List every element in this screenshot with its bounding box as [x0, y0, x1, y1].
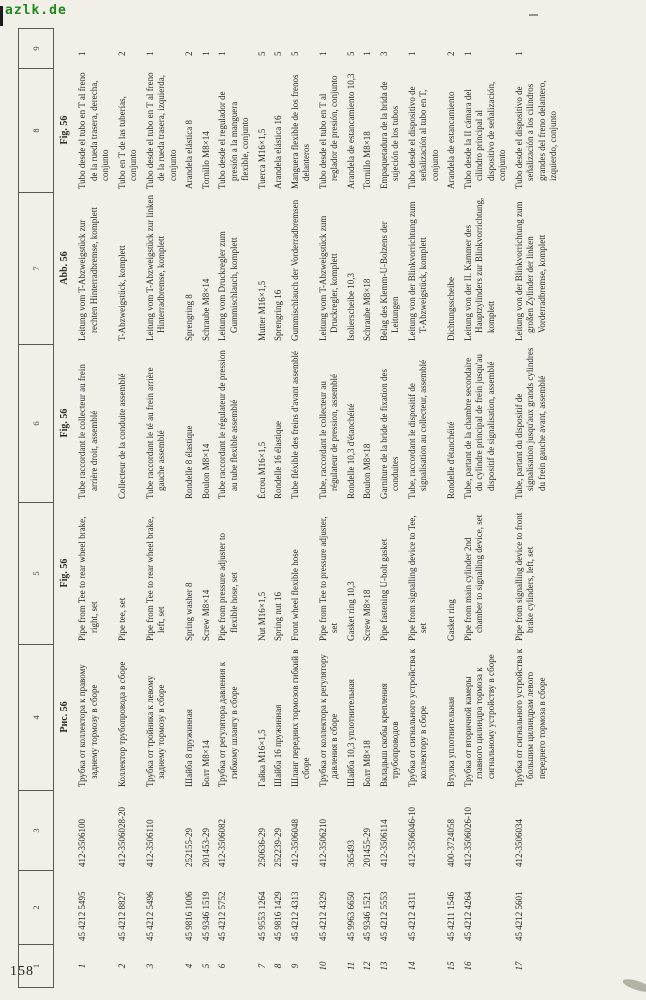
cell-desc-russian: Трубка от коллектора к правому заднему тормозу в сборе — [77, 664, 99, 787]
cell-desc-german: Schraube M8×18 — [362, 278, 372, 341]
cell-catalog-number: 45 9553 1264 — [256, 891, 267, 941]
cell-desc-russian: Шайба 10,3 уплотнительная — [345, 679, 356, 787]
cell-part-number: 412-3506034 — [513, 819, 524, 867]
column-number: 2 — [19, 870, 53, 944]
cell-desc-english: Pipe from Tee to pressure adjuster, set — [317, 516, 339, 641]
cell-catalog-number: 45 9816 1429 — [273, 891, 283, 941]
cell-quantity: 1 — [317, 51, 328, 56]
cell-desc-english: Nut M16×1,5 — [256, 591, 267, 641]
cell-catalog-number: 45 4211 1546 — [446, 891, 456, 941]
cell-catalog-number: 45 4212 4313 — [289, 891, 300, 941]
cell-part-number: 252239-29 — [273, 828, 283, 867]
cell-desc-russian: Болт М8×18 — [362, 740, 372, 787]
table-row — [184, 28, 196, 988]
cell-desc-spanish: Tubo desde la II cámara del cilindro principal al dispositivo de señalización, conjunto — [462, 81, 507, 189]
cell-desc-russian: Шайба 16 пружинная — [273, 704, 283, 787]
cell-desc-english: Screw M8×18 — [362, 589, 372, 641]
cell-item-no: 13 — [378, 961, 389, 971]
cell-desc-english: Pipe from Tee to rear wheel brake, left, set — [144, 516, 166, 641]
rotated-parts-table — [18, 28, 624, 988]
cell-desc-german: Dichtungsscheibe — [446, 277, 456, 341]
cell-desc-spanish: Tubo desde el regulador de presión a la manguera flexible, conjunto — [217, 91, 250, 189]
cell-catalog-number: 45 4212 4311 — [406, 891, 417, 941]
cell-desc-spanish: Tuerca M16×1,5 — [256, 128, 267, 189]
cell-desc-spanish: Tornillo M8×14 — [200, 131, 211, 189]
cell-part-number: 252155-29 — [184, 828, 194, 867]
cell-item-no: 16 — [462, 961, 473, 971]
cell-desc-french: Rondelle 8 élastique — [184, 425, 194, 499]
cell-item-no: 7 — [256, 963, 267, 969]
cell-desc-russian: Гайка М16×1,5 — [256, 729, 267, 787]
cell-item-no: 4 — [184, 963, 194, 969]
cell-item-no: 8 — [273, 963, 283, 969]
cell-desc-spanish: Tubo desde el dispositivo de señalización al tubo en T, conjunto — [406, 86, 440, 189]
cell-catalog-number: 45 4212 5496 — [144, 891, 155, 941]
cell-desc-russian: Коллектор трубопровода в сборе — [116, 661, 127, 787]
cell-catalog-number: 45 4212 8827 — [116, 891, 127, 941]
cell-desc-german: Sprengring 16 — [273, 289, 283, 341]
cell-desc-russian: Втулка уплотнительная — [446, 696, 456, 787]
cell-item-no: 6 — [217, 963, 227, 969]
cell-catalog-number: 45 9963 6650 — [345, 891, 356, 941]
cell-catalog-number: 45 4212 4329 — [317, 891, 328, 941]
cell-quantity: 1 — [406, 51, 417, 56]
table-row — [257, 28, 269, 988]
cell-desc-french: Tube, partant du dispositif de signalisation jusqu'aux grands cylindres du frein gauche avant, assemblé — [513, 347, 547, 499]
cell-desc-french: Rondelle 10,3 d'étanchéité — [345, 403, 356, 499]
cell-item-no: 1 — [77, 963, 87, 969]
cell-desc-spanish: Empaquetadura de la brida de sujeción de los tubos — [378, 81, 400, 189]
cell-item-no: 10 — [317, 961, 328, 971]
cell-part-number: 412-3506110 — [144, 819, 155, 867]
cell-part-number: 250636-29 — [256, 828, 267, 867]
cell-quantity: 5 — [256, 51, 267, 56]
cell-desc-russian: Трубка от сигнального устройства к большим цилиндрам левого переднего тормоза в сборе — [513, 648, 547, 787]
cell-desc-german: Leitung vom T-Abzweigstück zur rechten Hinterradbremse, komplett — [77, 207, 99, 341]
table-row — [318, 28, 341, 988]
cell-desc-russian: Шайба 8 пружинная — [184, 709, 194, 787]
table-row — [217, 28, 252, 988]
cell-quantity: 3 — [378, 51, 389, 56]
cell-quantity: 1 — [77, 51, 87, 56]
scan-artifact — [621, 977, 646, 995]
cell-desc-spanish: Manguera flexible de los frenos delanteros — [289, 74, 311, 189]
cell-catalog-number: 45 4212 5752 — [217, 891, 227, 941]
cell-desc-spanish: Tubo desde el tubo en T al freno de la rueda trasera, izquierda, conjunto — [144, 72, 178, 189]
cell-desc-russian: Болт М8×14 — [200, 740, 211, 787]
figure-label-fr: Fig. 56 — [59, 408, 70, 438]
cell-desc-french: Écrou M16×1,5 — [256, 441, 267, 499]
cell-desc-english: Gasket ring 10,3 — [345, 581, 356, 641]
cell-desc-german: Gummischlauch der Vorderradbremsen — [289, 199, 300, 341]
cell-quantity: 5 — [273, 51, 283, 56]
cell-quantity: 1 — [217, 51, 227, 56]
cell-part-number: 412-3506026-10 — [462, 807, 473, 867]
table-row — [514, 28, 560, 988]
cell-desc-french: Rondelle d'étanchéité — [446, 421, 456, 499]
figure-label-es: Fig. 56 — [59, 115, 70, 145]
cell-part-number: 201453-29 — [200, 828, 211, 867]
cell-desc-german: Mutter M16×1,5 — [256, 280, 267, 341]
cell-item-no: 17 — [513, 961, 524, 971]
cell-desc-russian: Трубка от регулятора давления к гибкому шлангу в сборе — [217, 661, 239, 787]
cell-item-no: 2 — [116, 963, 127, 969]
cell-desc-english: Pipe from pressure adjuster to flexible hose, set — [217, 533, 239, 641]
figure-header-row — [59, 28, 70, 988]
cell-desc-german: Leitung vom T-Abzweigstück zum Druckregler, komplett — [317, 215, 339, 341]
cell-desc-german: Leitung vom Druckregler zum Gummischlauch, komplett — [217, 231, 239, 341]
cell-item-no: 5 — [200, 963, 211, 969]
cell-quantity: 1 — [362, 51, 372, 56]
cell-desc-german: Leitung vom T-Abzweigstück zur linken Hinterradbremse, komplett — [144, 195, 166, 341]
column-number: 4 — [19, 644, 53, 790]
column-number: 6 — [19, 344, 53, 502]
cell-desc-german: Isolierscheibe 10,3 — [345, 273, 356, 341]
cell-desc-spanish: Tornillo M8×18 — [362, 131, 372, 189]
cell-part-number: 400-3724058 — [446, 819, 456, 867]
cell-quantity: 2 — [184, 51, 194, 56]
cell-desc-french: Tube, partant de la chambre secondaire du cylindre principal de frein jusqu'au dispositif de signalisation, assemblé — [462, 354, 496, 499]
figure-label-de: Abb. 56 — [59, 251, 70, 285]
cell-desc-russian: Трубка от тройника к левому заднему тормозу в сборе — [144, 675, 166, 787]
cell-part-number: 412-3506048 — [289, 819, 300, 867]
cell-part-number: 412-3506100 — [77, 819, 87, 867]
cell-desc-german: Schraube M8×14 — [200, 278, 211, 341]
cell-desc-german: Leitung von der Blinkvorrichtung zum T-Abzweigstück, komplett — [406, 201, 428, 341]
cell-desc-french: Tube raccordant le té au frein arrière gauche assemblé — [144, 367, 166, 499]
cell-desc-french: Rondelle 16 élastique — [273, 421, 283, 499]
cell-desc-french: Tube, raccordant le collecteur au régulateur de pression, assemblé — [317, 374, 339, 499]
cell-item-no: 3 — [144, 963, 155, 969]
cell-part-number: 412-3506210 — [317, 819, 328, 867]
table-row — [273, 28, 285, 988]
table-row — [290, 28, 313, 988]
table-row — [201, 28, 213, 988]
cell-catalog-number: 45 4212 5601 — [513, 891, 524, 941]
cell-desc-english: Gasket ring — [446, 599, 456, 641]
cell-catalog-number: 45 9346 1521 — [362, 891, 372, 941]
cell-desc-english: Front wheel flexible hose — [289, 549, 300, 641]
cell-part-number: 365493 — [345, 840, 356, 867]
cell-quantity: 5 — [289, 51, 300, 56]
cell-desc-spanish: Tubo desde el tubo en T al freno de la rueda trasera, derecha, conjunto — [77, 72, 110, 189]
cell-desc-french: Tube raccordant le collecteur au frein arrière droit, assemblé — [77, 364, 99, 499]
cell-desc-english: Spring washer 8 — [184, 582, 194, 641]
parts-rows — [77, 28, 560, 988]
table-row — [463, 28, 509, 988]
cell-desc-english: Screw M8×14 — [200, 589, 211, 641]
cell-desc-english: Pipe from signalling device to front brake cylinders, left, set — [513, 512, 535, 641]
cell-part-number: 201455-29 — [362, 828, 372, 867]
table-row — [145, 28, 180, 988]
cell-item-no: 15 — [446, 961, 456, 971]
cell-desc-spanish: Arandela de estancamiento 10,3 — [345, 73, 356, 189]
table-row — [362, 28, 374, 988]
cell-desc-german: Leitung von der II. Kammer des Hauptzylinders zur Blinkvorrichtung, komplett — [462, 197, 496, 341]
table-row — [117, 28, 140, 988]
figure-label-ru: Рис. 56 — [59, 701, 70, 733]
cell-quantity: 5 — [345, 51, 356, 56]
cell-desc-german: Sprengring 8 — [184, 294, 194, 341]
watermark-text: azlk.de — [5, 3, 67, 18]
table-row — [407, 28, 442, 988]
cell-desc-german: Leitung von der Blinkvorrichtung zum großen Zylinder der linken Vorderradbremse, komplett — [513, 201, 547, 341]
cell-quantity: 1 — [513, 51, 524, 56]
cell-desc-english: Pipe from main cylinder 2nd chamber to signalling device, set — [462, 514, 484, 641]
cell-desc-russian: Трубка от коллектора к регулятору давления в сборе — [317, 654, 339, 787]
cell-desc-spanish: Tubo desde el dispositivo de señalización a los cilindros grandes del freno delantero, izquierdo, conjunto — [513, 80, 558, 189]
column-number: 3 — [19, 790, 53, 870]
cell-desc-spanish: Arandela de estancamiento — [446, 91, 456, 189]
scan-artifact — [0, 6, 3, 26]
cell-part-number: 412-3506046-10 — [406, 807, 417, 867]
cell-item-no: 11 — [345, 961, 356, 971]
cell-catalog-number: 45 9816 1006 — [184, 891, 194, 941]
cell-part-number: 412-3506028-20 — [116, 807, 127, 867]
cell-desc-russian: Трубка от вторичной камеры главного цилиндра тормоза к сигнальному устройству в сборе — [462, 654, 496, 787]
table-row — [77, 28, 112, 988]
cell-desc-russian: Трубка от сигнального устройства к коллектору в сборе — [406, 648, 428, 787]
figure-label-en: Fig. 56 — [59, 558, 70, 588]
column-number: 7 — [19, 192, 53, 344]
column-number: 1 — [19, 944, 53, 988]
cell-desc-english: Spring nut 16 — [273, 591, 283, 641]
cell-desc-french: Boulon M8×18 — [362, 443, 372, 499]
cell-catalog-number: 45 4212 5495 — [77, 891, 87, 941]
cell-desc-english: Pipe from signalling device to Tee, set — [406, 515, 428, 641]
cell-quantity: 2 — [116, 51, 127, 56]
cell-catalog-number: 45 4212 4264 — [462, 891, 473, 941]
cell-part-number: 412-3506114 — [378, 819, 389, 867]
cell-quantity: 1 — [200, 51, 211, 56]
cell-desc-english: Pipe from Tee to rear wheel brake, right, set — [77, 516, 99, 641]
table-row — [346, 28, 358, 988]
column-number: 5 — [19, 502, 53, 644]
cell-quantity: 1 — [144, 51, 155, 56]
cell-item-no: 9 — [289, 963, 300, 969]
column-number: 8 — [19, 68, 53, 192]
cell-catalog-number: 45 4212 5553 — [378, 891, 389, 941]
cell-desc-french: Boulon M8×14 — [200, 443, 211, 499]
cell-desc-french: Tube raccordant le régulateur de pression au tube flexible assemblé — [217, 350, 239, 499]
cell-desc-english: Pipe tee, set — [116, 597, 127, 641]
cell-desc-spanish: Tubo desde el tubo en T al reglador de presión, conjunto — [317, 75, 339, 189]
cell-desc-english: Pipe fastening U-bolt gasket — [378, 538, 389, 641]
cell-desc-french: Tube, raccordant le dispositif de signalisation au collecteur, assemblé — [406, 359, 428, 499]
cell-quantity: 1 — [462, 51, 473, 56]
table-row — [379, 28, 402, 988]
page-number: 158 — [10, 964, 34, 979]
scan-artifact — [529, 14, 538, 16]
table-row — [446, 28, 458, 988]
cell-item-no: 12 — [362, 961, 372, 971]
cell-item-no: 14 — [406, 961, 417, 971]
column-number-header — [18, 28, 54, 988]
column-number: 9 — [19, 28, 53, 68]
cell-catalog-number: 45 9346 1519 — [200, 891, 211, 941]
cell-desc-french: Collecteur de la conduite assemblé — [116, 373, 127, 499]
cell-quantity: 2 — [446, 51, 456, 56]
cell-desc-german: T-Abzweigstück, komplett — [116, 245, 127, 341]
cell-desc-russian: Вкладыш скобы крепления трубопроводов — [378, 683, 400, 787]
cell-desc-spanish: Arandela elástica 16 — [273, 115, 283, 189]
cell-desc-spanish: Tubo en T de las tuberías, conjunto — [116, 96, 138, 189]
cell-part-number: 412-3506082 — [217, 819, 227, 867]
cell-desc-german: Belag des Klemm-U-Bolzens der Leitungen — [378, 221, 400, 341]
cell-desc-french: Tube fléxible des freins d'avant assemblé — [289, 350, 300, 499]
cell-desc-spanish: Arandela elástica 8 — [184, 120, 194, 189]
cell-desc-russian: Шланг передних тормозов гибкий в сборе — [289, 649, 311, 787]
cell-desc-french: Garniture de la bride de fixation des conduites — [378, 369, 400, 499]
